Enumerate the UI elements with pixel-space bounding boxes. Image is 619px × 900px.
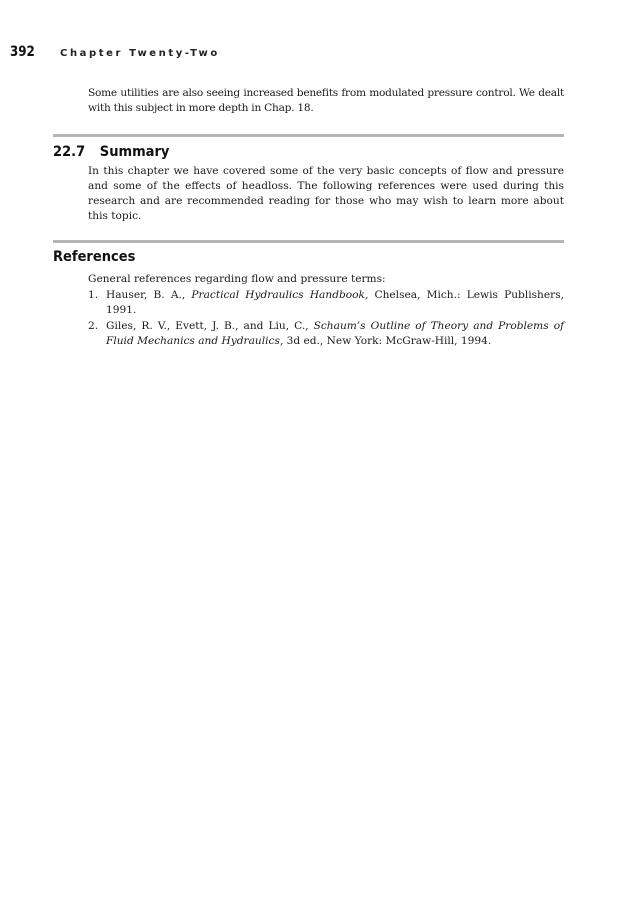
reference-title: Schaum’s Outline of Theory and Problems of Fluid Mechanics and Hydraulics, — [106, 320, 564, 347]
reference-number: 1. — [88, 289, 99, 301]
references-heading: References — [53, 249, 136, 265]
reference-number: 2. — [88, 320, 99, 332]
section-heading-summary — [53, 144, 169, 160]
page-number: 392 — [10, 44, 35, 60]
reference-details: Chelsea, Mich.: Lewis Publishers, 1991. — [106, 289, 564, 316]
section-number: 22.7 — [53, 144, 86, 160]
reference-list — [88, 288, 564, 350]
section-divider — [53, 240, 564, 243]
reference-authors: Giles, R. V., Evett, J. B., and Liu, C., — [106, 320, 314, 332]
reference-item — [88, 319, 564, 349]
reference-details: 3d ed., New York: McGraw-Hill, 1994. — [283, 335, 492, 347]
reference-title: Practical Hydraulics Handbook, — [191, 289, 369, 301]
running-head: Chapter Twenty-Two — [60, 48, 220, 59]
summary-paragraph: In this chapter we have covered some of the very basic concepts of flow and pressure and some of the effects of headloss. The following references were used during this research and are recommended reading for those who may wish to learn more about this topic. — [88, 165, 564, 222]
reference-item — [88, 288, 564, 318]
reference-text — [106, 319, 564, 349]
reference-text — [106, 288, 564, 318]
page-header — [10, 44, 220, 64]
reference-authors: Hauser, B. A., — [106, 289, 192, 301]
section-divider — [53, 134, 564, 137]
section-title: Summary — [99, 144, 170, 160]
references-intro: General references regarding flow and pressure terms: — [88, 273, 386, 285]
intro-paragraph: Some utilities are also seeing increased benefits from modulated pressure control. We dealt with this subject in more depth in Chap. 18. — [88, 87, 564, 114]
